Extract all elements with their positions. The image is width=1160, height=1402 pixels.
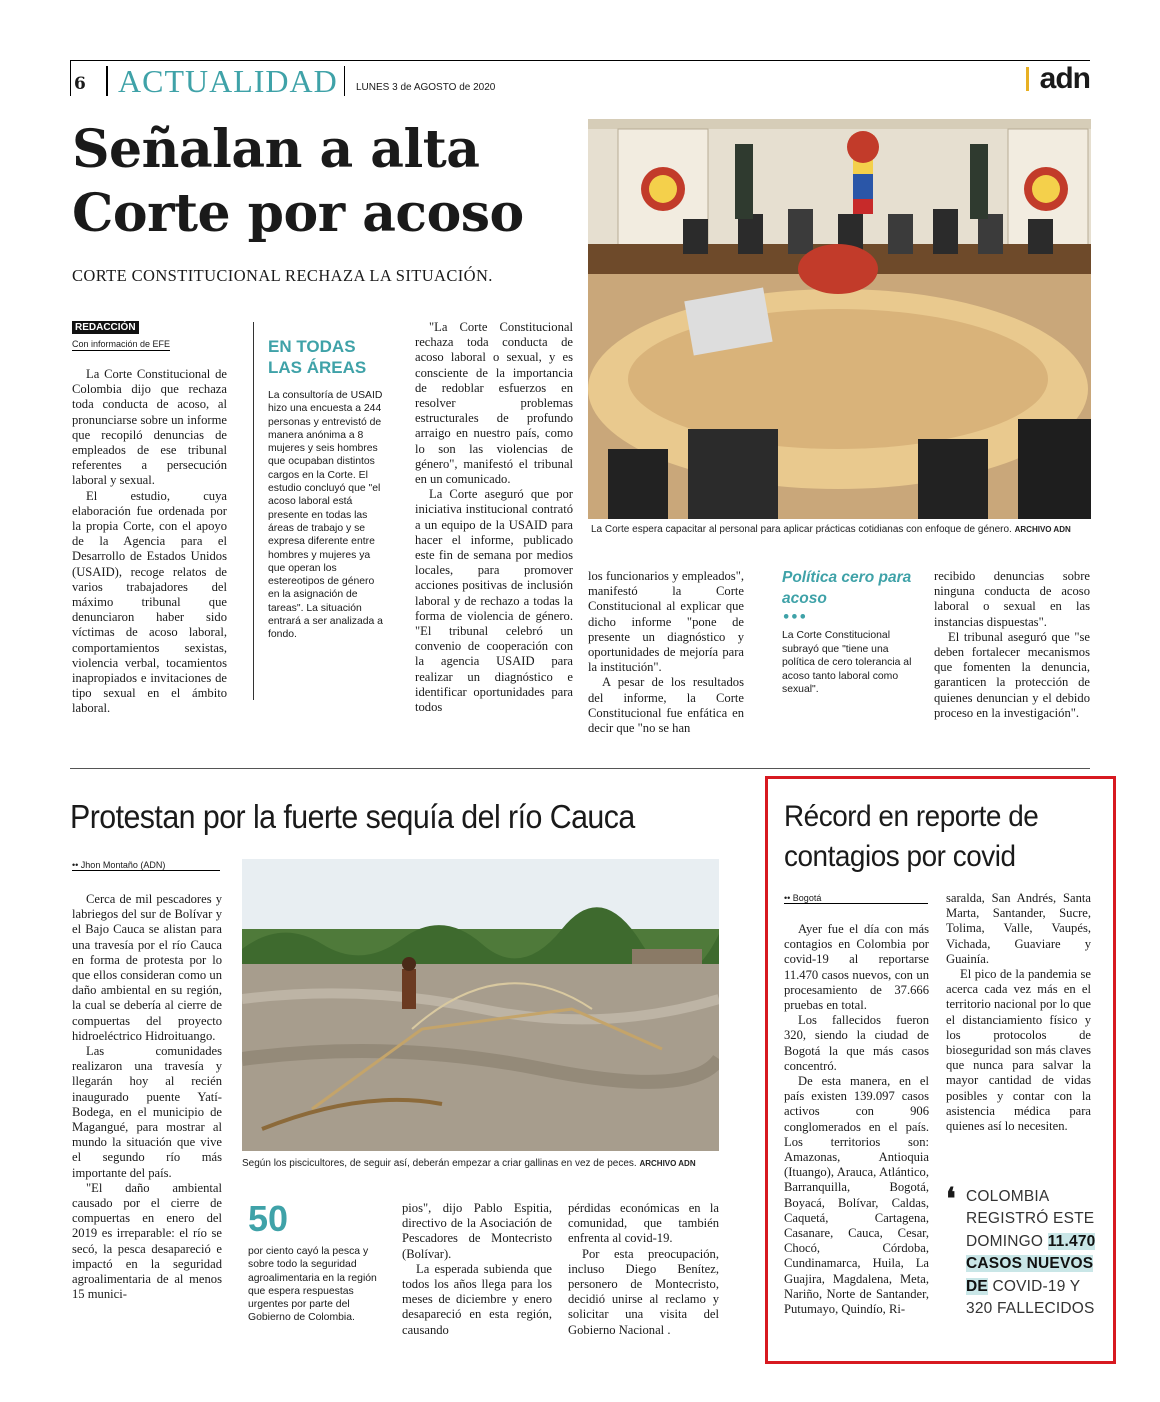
- stat-number: 50: [248, 1198, 289, 1239]
- story3-headline: Récord en reporte de contagios por covid: [784, 800, 1039, 873]
- paragraph: "La Corte Constitucional rechaza toda conducta de acoso laboral o sexual, y es consciente de la importancia de redoblar esfuerzos en resolver problemas estructurales de profundo arraigo en nuestro país, como lo son las violencias de género", manifestó el tribunal en un comunicado.: [415, 320, 573, 487]
- story1-column-3: [415, 320, 573, 715]
- paragraph: "El daño ambiental causado por el cierre de compuertas en enero del 2019 es irreparable: el río se secó, la pesca desapareció e impactó en la seguridad agroalimentaria de al menos 15 munici-: [72, 1180, 222, 1302]
- story2-headline: Protestan por la fuerte sequía del río Cauca: [70, 798, 635, 835]
- story1-headline-line1: Señalan a alta: [72, 119, 480, 180]
- quote-mark-icon: ❛: [946, 1183, 956, 1216]
- story2-column-1: [72, 892, 222, 1302]
- pullout-dots: •••: [782, 610, 807, 625]
- paragraph: El pico de la pandemia se acerca cada vez más en el territorio nacional por lo que el distanciamiento físico y los protocolos de bioseguridad son más claves que nunca para salvar la mayor cantidad de vidas posibles y contar con la asistencia médica para quienes así lo necesiten.: [946, 967, 1091, 1134]
- pullout-body: La Corte Constitucional subrayó que "tiene una política de cero tolerancia al acoso tanto laboral como sexual".: [782, 630, 912, 695]
- pull-quote-text-2: COVID-19 Y 320 FALLECIDOS: [966, 1277, 1095, 1318]
- paragraph: El estudio, cuya elaboración fue ordenada por la propia Corte, con el apoyo de la Agencia para el Desarrollo de Estados Unidos (USAID), recoge relatos de varios trabajadores del máximo tribunal que denunciaron haber sido víctimas de acoso laboral, comportamientos sexistas, violencia verbal, tocamientos inapropiados e invitaciones de tipo sexual en el ámbito laboral.: [72, 488, 227, 716]
- court-photo-credit: ARCHIVO ADN: [1014, 525, 1071, 534]
- story1-byline-source: Con información de EFE: [72, 339, 171, 349]
- section-title: ACTUALIDAD: [118, 63, 338, 99]
- story2-column-4: [568, 1201, 719, 1338]
- brand-logo: adn: [1039, 62, 1090, 95]
- paragraph: De esta manera, en el país existen 139.097 casos activos con 906 conglomerados en el país. Los territorios son: Amazonas, Antioquia (Ituango), Arauca, Atlántico, Barranquilla, Bogotá, Boyacá, Bolívar, Caldas, Caquetá, Cartagena, Casanare, Cauca, Cesar, Chocó, Córdoba, Cundinamarca, Huila, La Guajira, Magdalena, Meta, Nariño, Norte de Santander, Putumayo, Quindío, Ri-: [784, 1074, 929, 1317]
- paragraph: A pesar de los resultados del informe, la Corte Constitucional fue enfática en decir que "no se han: [588, 675, 744, 736]
- paragraph: pérdidas económicas en la comunidad, que también enfrenta al covid-19.: [568, 1201, 719, 1246]
- paragraph: recibido denuncias sobre ninguna conducta de acoso laboral o sexual en las instancias dispuestas".: [934, 569, 1090, 629]
- sidebox-body: La consultoría de USAID hizo una encuesta a 244 personas y entrevistó de manera anónima a 8 mujeres y seis hombres que ocupaban distintos cargos en la Corte. El estudio concluyó que "el acoso laboral está presente en todas las áreas de trabajo y se expresa diferente entre hombres y mujeres ya que operan los estereotipos de género en la asignación de tareas". La situación entrará a ser analizada a fondo.: [268, 390, 383, 641]
- pull-quote-text-1: COLOMBIA REGISTRÓ ESTE DOMINGO: [966, 1188, 1095, 1250]
- river-photo-caption-text: Según los piscicultores, de seguir así, deberán empezar a criar gallinas en vez de peces.: [242, 1158, 637, 1169]
- story1-column-1: [72, 367, 227, 717]
- story1-headline-line2: Corte por acoso: [72, 183, 524, 244]
- stat-text: por ciento cayó la pesca y sobre todo la seguridad agroalimentaria en la región que espera respuestas urgentes por parte del Gobierno de Colombia.: [248, 1246, 377, 1324]
- story1-column-6: [934, 569, 1090, 721]
- pull-quote: [966, 1186, 1096, 1320]
- story1-byline: REDACCIÓN: [72, 321, 139, 334]
- river-photo-caption: [242, 1158, 719, 1169]
- paragraph: La esperada subienda que todos los años llega para los meses de diciembre y enero desapareció en esta región, causando: [402, 1261, 552, 1337]
- story2-byline: •• Jhon Montaño (ADN): [72, 860, 220, 871]
- story1-subtitle: CORTE CONSTITUCIONAL RECHAZA LA SITUACIÓN.: [72, 266, 493, 285]
- brand-accent-bar: [1026, 67, 1029, 91]
- story3-column-1: [784, 922, 929, 1317]
- paragraph: pios", dijo Pablo Espitia, directivo de la Asociación de Pescadores de Montecristo (Bolívar).: [402, 1201, 552, 1261]
- story3-byline: •• Bogotá: [784, 893, 928, 904]
- paragraph: Ayer fue el día con más contagios en Colombia por covid-19 al reportarse 11.470 casos nuevos, con un procesamiento de 37.666 pruebas en total.: [784, 922, 929, 1013]
- paragraph: Cerca de mil pescadores y labriegos del sur de Bolívar y el Bajo Cauca se alistan para una travesía por el río Cauca en forma de protesta por lo que ellos consideran como un daño ambiental en su región, la cual se debería al cierre de compuertas del proyecto hidroeléctrico Hidroituango.: [72, 892, 222, 1043]
- sidebox-title: EN TODAS LAS ÁREAS: [268, 337, 367, 377]
- story1-column-4: [588, 569, 744, 736]
- court-photo-caption-text: La Corte espera capacitar al personal para aplicar prácticas cotidianas con enfoque de género.: [591, 524, 1012, 535]
- river-photo-credit: ARCHIVO ADN: [639, 1159, 696, 1168]
- paragraph: los funcionarios y empleados", manifestó la Corte Constitucional al explicar que dicho informe "pone de presente un diagnóstico y oportunidades de mejoría para la institución".: [588, 569, 744, 675]
- paragraph: Los fallecidos fueron 320, siendo la ciudad de Bogotá la que más casos concentró.: [784, 1013, 929, 1073]
- issue-date: LUNES 3 de AGOSTO de 2020: [356, 82, 496, 93]
- pullout-title: Política cero para acoso: [782, 569, 912, 607]
- court-photo: [588, 119, 1091, 519]
- pull-quote-highlight: 11.470 CASOS NUEVOS DE: [966, 1232, 1096, 1295]
- paragraph: El tribunal aseguró que "se deben fortalecer mecanismos que fomenten la denuncia, garanticen la protección de quienes denuncian y el debido proceso en la investigación".: [934, 629, 1090, 720]
- court-photo-caption: [591, 524, 1091, 535]
- paragraph: La Corte Constitucional de Colombia dijo que rechaza toda conducta de acoso, al pronunciarse sobre un informe que recopiló denuncias de empleados de ese tribunal referentes a persecución laboral y sexual.: [72, 367, 227, 488]
- story3-column-2: [946, 891, 1091, 1134]
- paragraph: saralda, San Andrés, Santa Marta, Santander, Sucre, Tolima, Valle, Vaupés, Vichada, Guaviare y Guainía.: [946, 891, 1091, 966]
- story1-headline: [72, 118, 592, 246]
- page-number: 6: [74, 74, 86, 94]
- river-photo: [242, 859, 719, 1151]
- story2-column-3: [402, 1201, 552, 1338]
- paragraph: Las comunidades realizaron una travesía y llegarán hoy al recién inaugurado puente Yatí- Bodega, en el municipio de Magangué, para mostrar al mundo la situación que vive el segundo río más importante del país.: [72, 1044, 222, 1180]
- paragraph: La Corte aseguró que por iniciativa institucional contrató a un equipo de la USAID para hacer el informe, publicado este fin de semana por medios locales, para promover acciones positivas de inclusión laboral y de rechazo a todas la forma de violencia de género. "El tribunal celebró un convenio de cooperación con la agencia USAID para realizar un diagnóstico e identificar oportunidades para todos: [415, 487, 573, 715]
- paragraph: Por esta preocupación, incluso Diego Benítez, personero de Montecristo, decidió unirse al reclamo y solicitar una visita del Gobierno Nacional .: [568, 1246, 719, 1337]
